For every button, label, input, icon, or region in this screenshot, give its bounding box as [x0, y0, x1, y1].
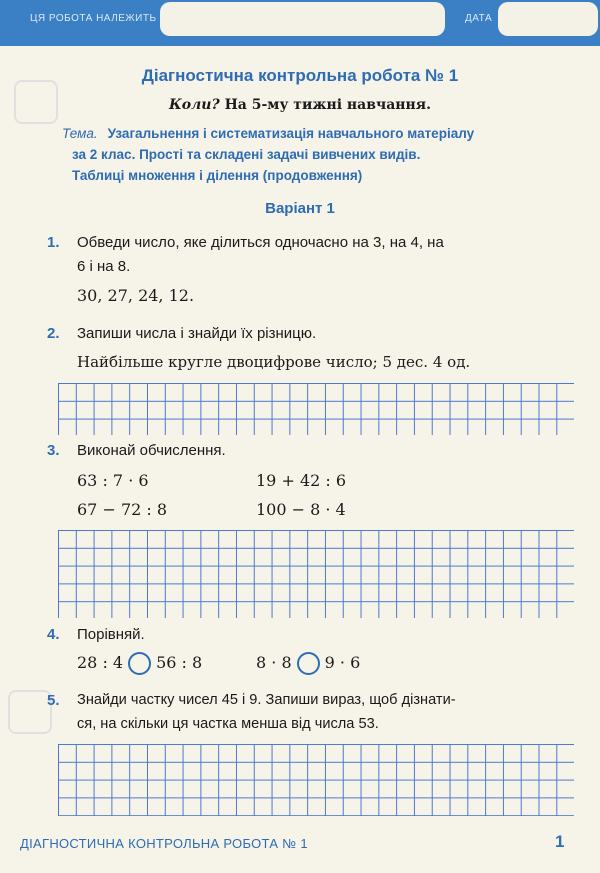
task-1-text-line-2: 6 і на 8. [77, 258, 131, 275]
task-4-text: Порівняй. [77, 626, 145, 643]
date-label: ДАТА [465, 13, 493, 24]
answer-grid-task-5[interactable] [58, 744, 574, 816]
comparison-1-right: 56 : 8 [156, 653, 203, 672]
task-3-text: Виконай обчислення. [77, 442, 226, 459]
task-2-text: Запиши числа і знайди їх різницю. [77, 325, 317, 342]
task-2-detail: Найбільше кругле двоцифрове число; 5 дес. 4 од. [77, 353, 471, 371]
topic-block [62, 123, 582, 186]
comparison-1-answer-circle[interactable] [128, 652, 151, 675]
owner-name-field[interactable] [160, 2, 445, 36]
comparison-2-answer-circle[interactable] [297, 652, 320, 675]
task-5-text-line-1: Знайди частку чисел 45 і 9. Запиши вираз, щоб дізнати- [77, 692, 456, 708]
topic-label: Тема. [62, 126, 98, 141]
footer-title: ДІАГНОСТИЧНА КОНТРОЛЬНА РОБОТА № 1 [20, 836, 308, 851]
task-1-number: 1. [47, 234, 60, 251]
task-2-number: 2. [47, 325, 60, 342]
variant-heading: Варіант 1 [265, 200, 335, 217]
task-1-text-line-1: Обведи число, яке ділиться одночасно на 3, на 4, на [77, 234, 444, 251]
page-title: Діагностична контрольна робота № 1 [141, 66, 459, 85]
topic-line-3: Таблиці множення і ділення (продовження) [72, 168, 363, 183]
task-1-numbers[interactable]: 30, 27, 24, 12. [77, 286, 195, 305]
task-3-number: 3. [47, 442, 60, 459]
schedule-line [0, 97, 600, 113]
comparison-1 [77, 652, 202, 675]
answer-grid-task-3[interactable] [58, 530, 574, 618]
owner-label: ЦЯ РОБОТА НАЛЕЖИТЬ [30, 13, 157, 24]
task-5-text-line-2: ся, на скільки ця частка менша від числа 53. [77, 716, 379, 732]
task-3-expr-1: 63 : 7 · 6 [77, 471, 149, 490]
answer-grid-task-2[interactable] [58, 383, 574, 435]
schedule-question: Коли? [168, 97, 220, 113]
task-5-number: 5. [47, 692, 60, 709]
task-3-expr-4: 100 − 8 · 4 [256, 500, 346, 519]
task-3-expr-3: 67 − 72 : 8 [77, 500, 168, 519]
task-4-number: 4. [47, 626, 60, 643]
task-3-expr-2: 19 + 42 : 6 [256, 471, 347, 490]
topic-line-2: за 2 клас. Прості та складені задачі вивчених видів. [72, 147, 421, 162]
date-field[interactable] [498, 2, 598, 36]
schedule-answer: На 5-му тижні навчання. [224, 97, 431, 113]
page-number: 1 [555, 832, 565, 851]
comparison-1-left: 28 : 4 [77, 653, 124, 672]
bleed-through-mark [8, 690, 52, 734]
header-bar [0, 0, 600, 46]
topic-line-1: Узагальнення і систематизація навчального матеріалу [107, 126, 475, 141]
comparison-2-right: 9 · 6 [324, 653, 361, 672]
comparison-2 [256, 652, 360, 675]
comparison-2-left: 8 · 8 [256, 653, 292, 672]
